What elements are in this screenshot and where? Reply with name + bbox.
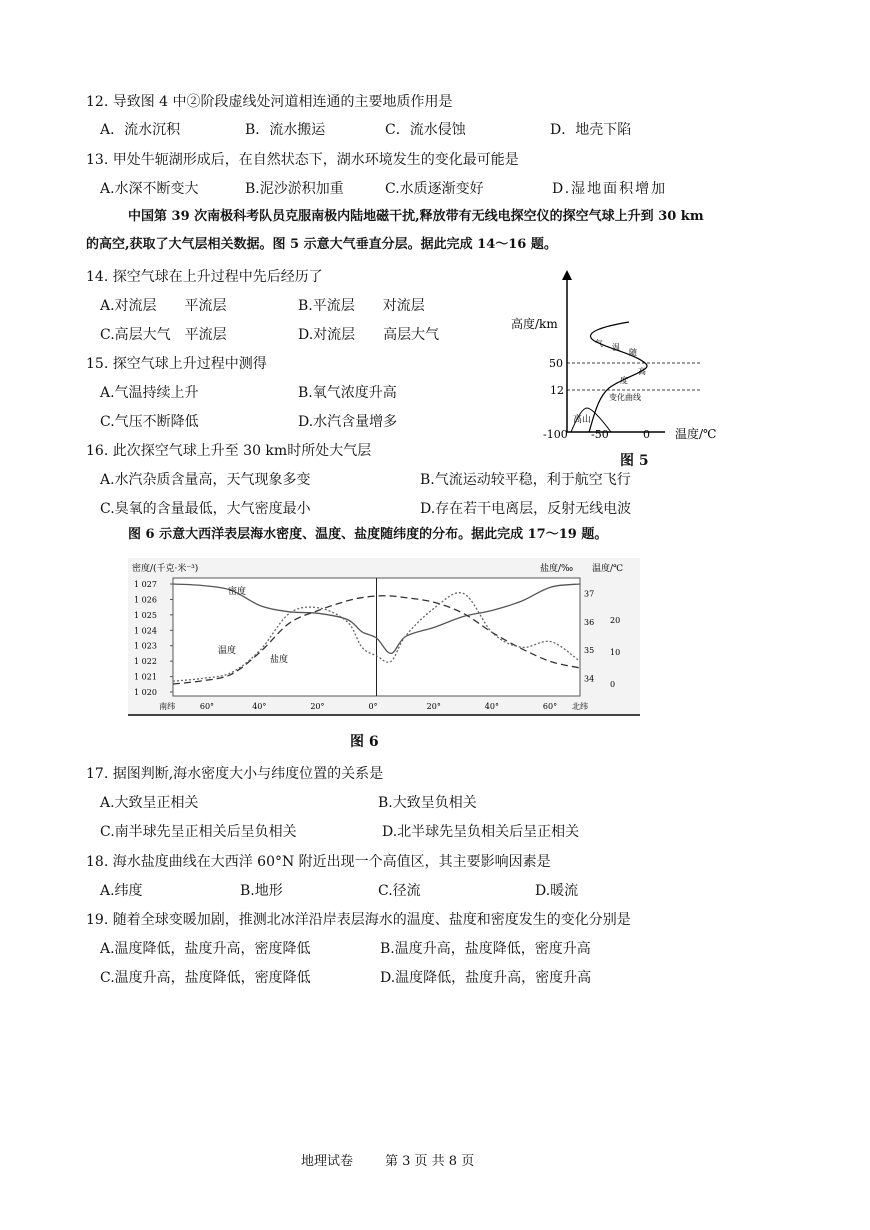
fig6-x-tick-label: 60°: [199, 702, 215, 711]
q17-option-b: B.大致呈负相关: [378, 795, 477, 811]
q16-option-a: A.水汽杂质含量高，天气现象多变: [100, 472, 311, 488]
q19-option-a: A.温度降低，盐度升高，密度降低: [100, 941, 311, 957]
q12-option-a: A．流水沉积: [100, 122, 181, 138]
figure-6-caption: 图 6: [350, 734, 379, 750]
fig5-x-label: 温度/℃: [675, 427, 717, 441]
q16-option-b: B.气流运动较平稳，利于航空飞行: [420, 472, 631, 488]
fig5-mountain-label: 高山: [573, 415, 592, 425]
q19-option-c: C.温度升高，盐度降低，密度降低: [100, 970, 311, 986]
figure-6-atlantic-chart: [128, 558, 640, 716]
footer-subject: 地理试卷: [301, 1154, 354, 1169]
q14-option-b: B.平流层 对流层: [298, 298, 425, 314]
fig6-salinity-tick-label: 34: [584, 674, 595, 684]
fig6-x-tick-label: 0°: [368, 702, 378, 711]
fig5-curve-label-3: 随: [629, 348, 637, 357]
q15-option-d: D.水汽含量增多: [298, 414, 398, 430]
fig6-x-tick-label: 60°: [542, 702, 558, 711]
fig6-temperature-tick-label: 0: [610, 680, 616, 689]
fig6-x-tick-label: 20°: [426, 702, 441, 711]
fig5-curve-label-2: 温: [612, 343, 620, 352]
q17-option-c: C.南半球先呈正相关后呈负相关: [100, 824, 297, 840]
fig6-salinity-tick-label: 37: [584, 589, 595, 599]
fig5-curve-label-5: 度: [620, 376, 628, 385]
q15-option-a: A.气温持续上升: [100, 385, 199, 401]
fig6-x-tick-label: 南纬: [159, 702, 176, 711]
q16-option-c: C.臭氧的含量最低，大气密度最小: [100, 501, 311, 517]
q17-stem: 17. 据图判断,海水密度大小与纬度位置的关系是: [86, 766, 384, 782]
q16-stem: 16. 此次探空气球上升至 30 km时所处大气层: [86, 443, 372, 459]
q15-option-c: C.气压不断降低: [100, 414, 199, 430]
fig6-salinity-tick-label: 36: [584, 617, 595, 627]
fig6-salinity-tick-label: 35: [584, 646, 595, 656]
footer-page-number: 第 3 页 共 8 页: [385, 1154, 475, 1169]
fig6-label-temperature: 温度: [218, 646, 237, 656]
q13-option-a: A.水深不断变大: [100, 181, 199, 197]
fig6-label-density: 密度: [228, 587, 247, 597]
fig6-left-axis-label: 密度/(千克·米⁻³): [132, 564, 199, 574]
q14-stem: 14. 探空气球在上升过程中先后经历了: [86, 269, 323, 285]
fig5-ytick-50: 50: [549, 357, 563, 370]
q16-option-d: D.存在若干电离层，反射无线电波: [420, 501, 632, 517]
q14-option-d: D.对流层 高层大气: [298, 327, 440, 343]
q19-option-b: B.温度升高，盐度降低，密度升高: [380, 941, 591, 957]
fig6-x-tick-label: 北纬: [572, 702, 588, 711]
fig6-density-tick-label: 1 020: [134, 688, 157, 697]
q12-option-d: D．地壳下陷: [550, 122, 632, 138]
q13-stem: 13. 甲处牛轭湖形成后，在自然状态下，湖水环境发生的变化最可能是: [86, 152, 519, 168]
fig6-right-axis-label-salinity: 盐度/‰: [540, 564, 574, 574]
fig5-xtick-minus50: -50: [591, 428, 609, 441]
q17-option-a: A.大致呈正相关: [100, 795, 199, 811]
q18-option-d: D.暖流: [535, 883, 579, 899]
figure-5-caption: 图 5: [620, 453, 649, 469]
q12-option-c: C．流水侵蚀: [385, 122, 466, 138]
q18-option-b: B.地形: [240, 883, 283, 899]
q18-stem: 18. 海水盐度曲线在大西洋 60°N 附近出现一个高值区，其主要影响因素是: [86, 854, 551, 870]
fig6-label-salinity: 盐度: [270, 655, 289, 665]
q12-stem: 12. 导致图 4 中②阶段虚线处河道相连通的主要地质作用是: [86, 94, 453, 110]
intro-17-19: 图 6 示意大西洋表层海水密度、温度、盐度随纬度的分布。据此完成 17～19 题。: [128, 527, 608, 542]
q13-option-d: D.湿地面积增加: [552, 181, 668, 197]
fig6-density-tick-label: 1 023: [134, 641, 157, 651]
fig5-y-arrow: [562, 270, 572, 280]
intro-14-16-line1: 中国第 39 次南极科考队员克服南极内陆地磁干扰,释放带有无线电探空仪的探空气球上升到 30 km: [128, 209, 704, 224]
fig5-curve-label-1: 气: [595, 339, 603, 348]
fig6-x-tick-label: 20°: [310, 702, 325, 711]
fig5-ytick-12: 12: [550, 384, 564, 397]
q17-option-d: D.北半球先呈负相关后呈正相关: [382, 824, 580, 840]
q14-option-a: A.对流层 平流层: [100, 298, 227, 314]
intro-14-16-line2: 的高空,获取了大气层相关数据。图 5 示意大气垂直分层。据此完成 14～16 题。: [86, 237, 557, 252]
q15-option-b: B.氧气浓度升高: [298, 385, 397, 401]
fig6-temperature-tick-label: 10: [610, 648, 621, 657]
fig6-right-axis-label-temperature: 温度/℃: [592, 564, 624, 574]
fig5-xtick-minus100: -100: [543, 428, 568, 441]
fig6-density-tick-label: 1 026: [134, 595, 157, 605]
fig5-curve-label-4: 高: [638, 367, 646, 376]
figure-5-atmosphere-diagram: [505, 270, 745, 445]
q12-option-b: B．流水搬运: [245, 122, 326, 138]
fig6-temperature-tick-label: 20: [610, 616, 621, 625]
fig6-x-tick-label: 40°: [252, 702, 267, 711]
fig6-density-tick-label: 1 025: [134, 610, 157, 620]
fig6-x-tick-label: 40°: [484, 702, 499, 711]
q13-option-b: B.泥沙淤积加重: [245, 181, 344, 197]
fig6-density-tick-label: 1 024: [134, 626, 157, 636]
fig5-curve-label-6: 变化曲线: [609, 393, 641, 402]
q18-option-a: A.纬度: [100, 883, 143, 899]
fig6-density-tick-label: 1 022: [134, 657, 157, 667]
q19-stem: 19. 随着全球变暖加剧，推测北冰洋沿岸表层海水的温度、盐度和密度发生的变化分别是: [86, 912, 631, 928]
fig6-density-tick-label: 1 021: [134, 672, 157, 682]
fig5-y-label: 高度/km: [511, 317, 558, 331]
q13-option-c: C.水质逐渐变好: [385, 181, 484, 197]
q19-option-d: D.温度降低，盐度升高，密度升高: [380, 970, 592, 986]
fig6-density-tick-label: 1 027: [134, 580, 157, 589]
q15-stem: 15. 探空气球上升过程中测得: [86, 356, 267, 372]
fig5-xtick-0: 0: [643, 428, 650, 441]
q18-option-c: C.径流: [378, 883, 421, 899]
q14-option-c: C.高层大气 平流层: [100, 327, 227, 343]
